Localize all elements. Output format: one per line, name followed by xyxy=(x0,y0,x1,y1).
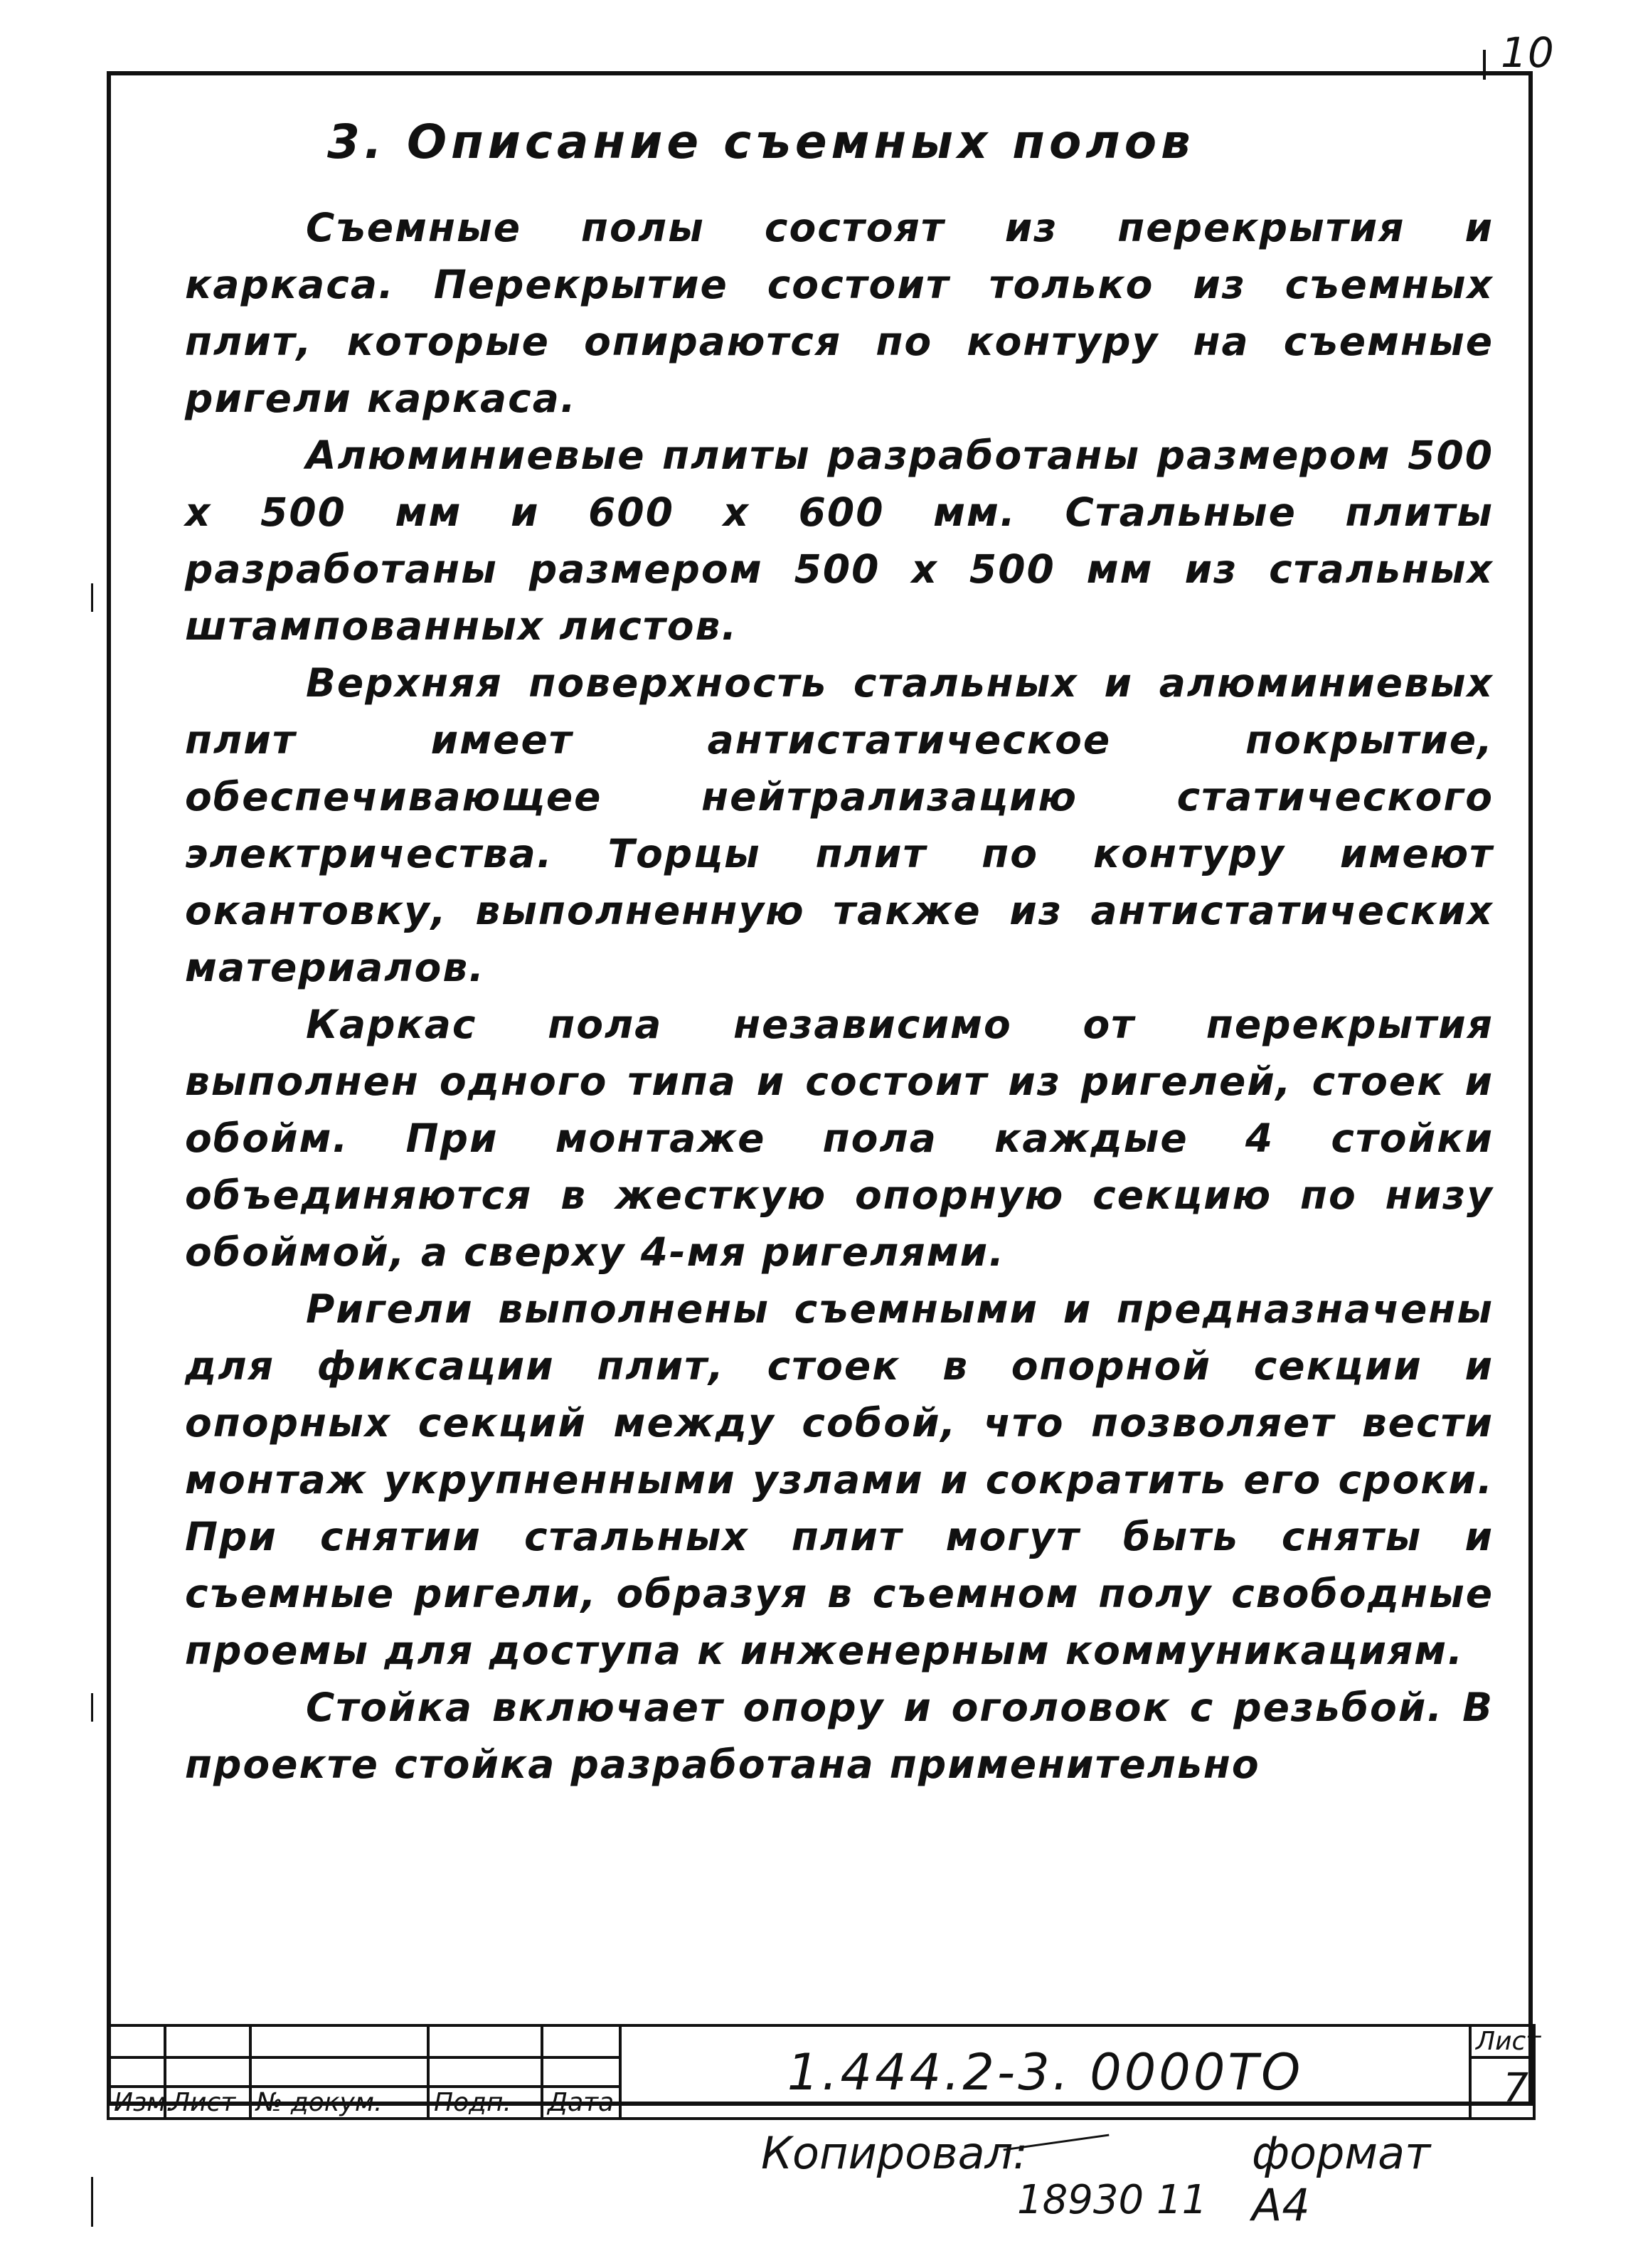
title-block xyxy=(107,2024,1541,2120)
paragraph-2: Алюминиевые плиты разработаны размером 500 х 500 мм и 600 х 600 мм. Стальные плиты разработаны размером 500 х 500 мм из стальных штампованных листов. xyxy=(185,433,1494,649)
paragraph-1: Съемные полы состоят из перекрытия и каркаса. Перекрытие состоит только из съемных плит, которые опираются по контуру на съемные ригели каркаса. xyxy=(185,205,1494,421)
col-date: Дата xyxy=(542,2087,620,2119)
col-sheet: Лист xyxy=(165,2087,250,2119)
tb-cell xyxy=(108,2057,165,2087)
paragraph-6: Стойка включает опору и оголовок с резьбой. В проекте стойка разработана применительно xyxy=(185,1685,1494,1787)
tb-cell xyxy=(165,2057,250,2087)
binding-mark-bottom xyxy=(91,1693,93,1722)
sheet-label: Лист xyxy=(1470,2025,1534,2057)
tb-cell xyxy=(250,2025,428,2057)
tb-cell xyxy=(250,2057,428,2087)
tb-cell xyxy=(165,2025,250,2057)
serial-number: 18930 11 xyxy=(1017,2177,1208,2223)
col-change: Изм. xyxy=(108,2087,165,2119)
binding-mark-footer xyxy=(91,2177,93,2227)
paragraph-4: Каркас пола независимо от перекрытия выполнен одного типа и состоит из ригелей, стоек и обойм. При монтаже пола каждые 4 стойки объединяются в жесткую опорную секцию по низу обоймой, а сверху 4-мя ригелями. xyxy=(185,1002,1494,1275)
tb-cell xyxy=(428,2025,542,2057)
footer xyxy=(761,2127,1501,2234)
paragraph-5: Ригели выполнены съемными и предназначены для фиксации плит, стоек в опорной секции и опорных секций между собой, что позволяет вести монтаж укрупненными узлами и сократить его сроки. При снятии стальных плит могут быть сняты и съемные ригели, образуя в съемном полу свободные проемы для доступа к инженерным коммуникациям. xyxy=(185,1286,1494,1673)
document-body xyxy=(185,114,1494,1935)
copied-label: Копировал: xyxy=(761,2127,1028,2179)
tb-cell xyxy=(542,2025,620,2057)
format-label: формат А4 xyxy=(1252,2127,1431,2231)
col-signature: Подп. xyxy=(428,2087,542,2119)
sheet-number: 7 xyxy=(1470,2057,1534,2119)
paragraph-3: Верхняя поверхность стальных и алюминиевых плит имеет антистатическое покрытие, обеспечивающее нейтрализацию статического электричества. Торцы плит по контуру имеют окантовку, выполненную также из антистатических материалов. xyxy=(185,660,1494,990)
col-doc-no: № докум. xyxy=(250,2087,428,2119)
tb-cell xyxy=(428,2057,542,2087)
tb-cell xyxy=(542,2057,620,2087)
tb-cell xyxy=(108,2025,165,2057)
section-heading: 3. Описание съемных полов xyxy=(327,115,1195,169)
binding-mark-top xyxy=(91,583,93,612)
document-code: 1.444.2-3. 0000ТО xyxy=(620,2025,1470,2119)
corner-sheet-number: 10 xyxy=(1501,28,1555,77)
